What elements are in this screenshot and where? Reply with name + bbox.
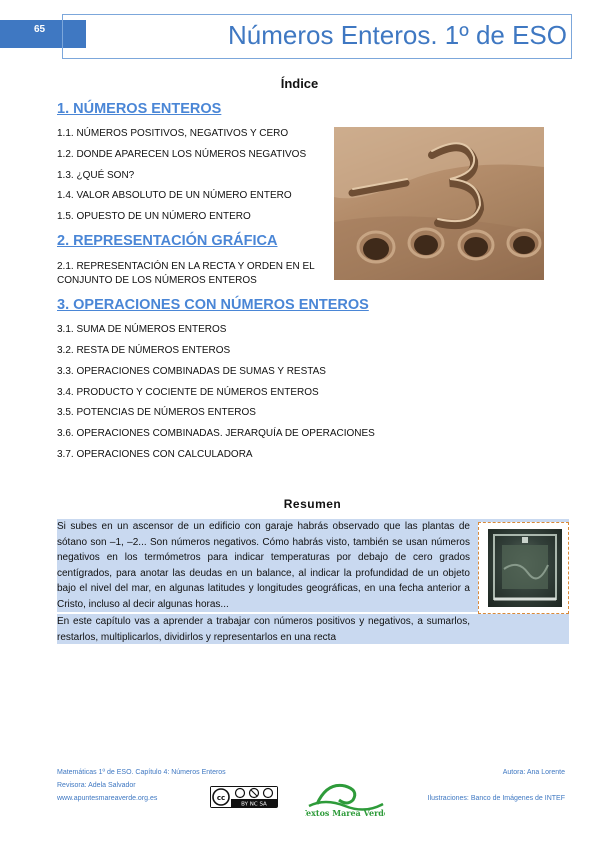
index-item-3-2[interactable]: 3.2. RESTA DE NÚMEROS ENTEROS — [57, 345, 231, 356]
section-2-heading[interactable]: 2. REPRESENTACIÓN GRÁFICA — [57, 233, 278, 249]
index-item-1-1[interactable]: 1.1. NÚMEROS POSITIVOS, NEGATIVOS Y CERO — [57, 128, 289, 139]
page-number: 65 — [34, 24, 46, 35]
index-item-1-2[interactable]: 1.2. DONDE APARECEN LOS NÚMEROS NEGATIVOS — [57, 149, 307, 160]
index-item-3-7[interactable]: 3.7. OPERACIONES CON CALCULADORA — [57, 449, 253, 460]
index-item-2-1[interactable]: 2.1. REPRESENTACIÓN EN LA RECTA Y ORDEN EN EL CONJUNTO DE LOS NÚMEROS ENTEROS — [57, 261, 315, 286]
elevator-photo — [488, 529, 562, 607]
creative-commons-license-badge[interactable] — [210, 786, 278, 808]
index-item-3-4[interactable]: 3.4. PRODUCTO Y COCIENTE DE NÚMEROS ENTEROS — [57, 387, 319, 398]
footer-chapter: Matemáticas 1º de ESO. Capítulo 4: Números Enteros — [57, 769, 226, 776]
footer-website-link[interactable]: www.apuntesmareaverde.org.es — [57, 795, 158, 802]
marea-verde-logo[interactable] — [305, 776, 385, 820]
index-item-1-5[interactable]: 1.5. OPUESTO DE UN NÚMERO ENTERO — [57, 211, 251, 222]
index-item-3-6[interactable]: 3.6. OPERACIONES COMBINADAS. JERARQUÍA DE OPERACIONES — [57, 428, 375, 439]
marea-verde-wave-icon — [305, 776, 385, 820]
svg-text:BY NC SA: BY NC SA — [241, 801, 267, 807]
summary-paragraph-2: En este capítulo vas a aprender a trabajar con números positivos y negativos, a sumarlos, restarlos, multiplicarlos, dividirlos y representarlos en una recta — [57, 616, 470, 643]
footer-reviewer: Revisora: Adela Salvador — [57, 782, 136, 789]
index-item-3-3[interactable]: 3.3. OPERACIONES COMBINADAS DE SUMAS Y RESTAS — [57, 366, 326, 377]
index-item-1-4[interactable]: 1.4. VALOR ABSOLUTO DE UN NÚMERO ENTERO — [57, 190, 292, 201]
summary-paragraph-1: Si subes en un ascensor de un edificio con garaje habrás observado que las plantas de sótano son –1, –2... Son números negativos. Cómo habrás visto, también se usan números negativos en los termómetros para indicar temperaturas por debajo de cero grados centígrados, para anotar las deudas en un balance, al indicar la profundidad de un objeto bajo el nivel del mar, en algunas latitudes y longitudes geográficas, en una fecha anterior a Cristo, incluso al decir algunas horas... — [57, 521, 470, 610]
sand-minus-three-photo — [334, 127, 544, 280]
index-item-3-5[interactable]: 3.5. POTENCIAS DE NÚMEROS ENTEROS — [57, 407, 256, 418]
index-heading: Índice — [280, 76, 319, 91]
footer-author: Autora: Ana Lorente — [502, 769, 565, 776]
section-3-heading[interactable]: 3. OPERACIONES CON NÚMEROS ENTEROS — [57, 297, 369, 313]
svg-text:Textos Marea Verde: Textos Marea Verde — [305, 808, 385, 818]
cc-license-icon — [211, 787, 277, 807]
document-title: Números Enteros. 1º de ESO — [228, 20, 567, 50]
section-1-heading[interactable]: 1. NÚMEROS ENTEROS — [57, 101, 222, 117]
index-item-3-1[interactable]: 3.1. SUMA DE NÚMEROS ENTEROS — [57, 324, 227, 335]
svg-text:cc: cc — [216, 794, 226, 802]
summary-heading: Resumen — [283, 497, 342, 511]
index-item-1-3[interactable]: 1.3. ¿QUÉ SON? — [57, 170, 135, 181]
footer-illustrations-credit: Ilustraciones: Banco de Imágenes de INTEF — [427, 795, 565, 802]
